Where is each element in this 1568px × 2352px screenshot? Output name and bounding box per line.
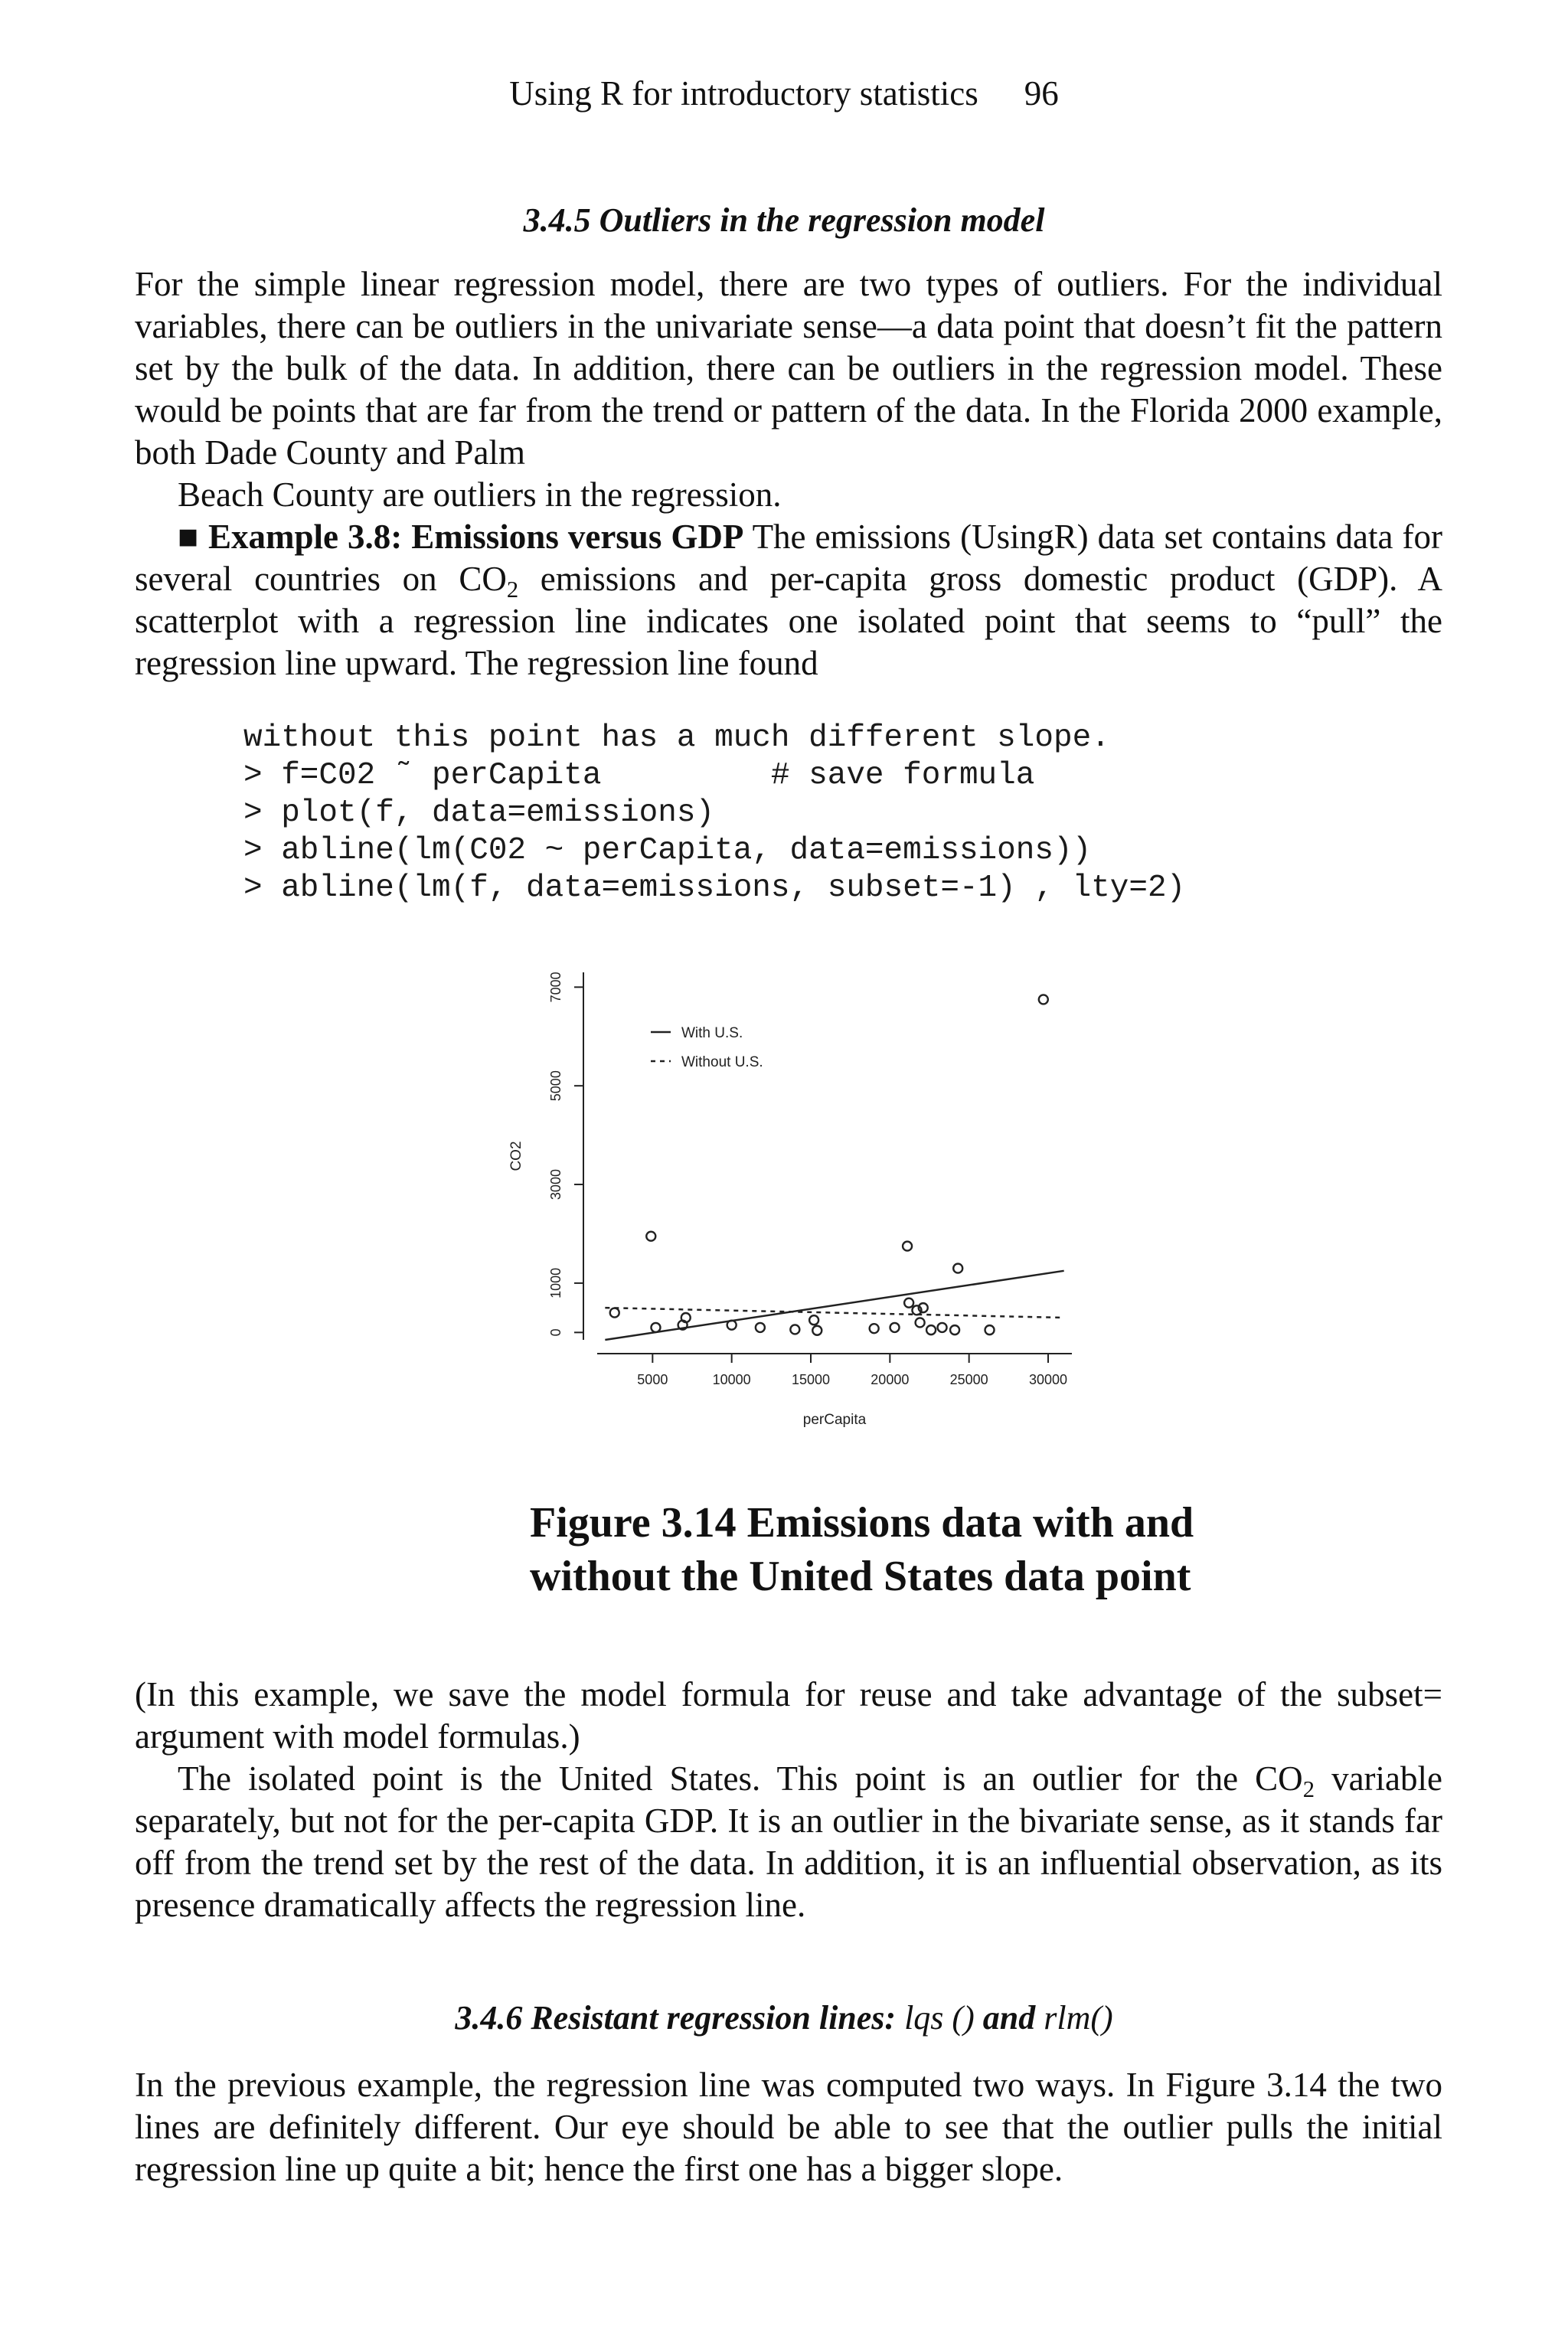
paragraph-example-3-8: [135, 516, 1442, 684]
y-tick-label: 7000: [548, 972, 564, 1003]
isolated-text-b: variable separately, but not for the per-capita GDP. It is an outlier in the bivariate sense, as it stands far off from the trend set by the rest of the data. In addition, it is an influential observation, as its presence dramatically affects the regression line.: [135, 1759, 1442, 1924]
legend-label: Without U.S.: [681, 1054, 763, 1070]
code-line: without this point has a much different slope.: [243, 720, 1110, 756]
data-point: [1039, 995, 1048, 1004]
running-header: [0, 74, 1568, 113]
heading-and: and: [974, 1999, 1044, 2037]
paragraph-outliers: For the simple linear regression model, there are two types of outliers. For the individual variables, there can be outliers in the univariate sense—a data point that doesn’t fit the pattern set by the bulk of the data. In addition, there can be outliers in the regression model. These would be points that are far from the trend or pattern of the data. In the Florida 2000 example, both Dade County and Palm: [135, 265, 1442, 472]
data-point: [790, 1325, 799, 1334]
caption-line-2: without the United States data point: [530, 1553, 1191, 1600]
scatterplot-svg: [490, 949, 1102, 1470]
x-tick-label: 30000: [1028, 1372, 1068, 1387]
data-point: [812, 1326, 822, 1335]
paragraph-beach-county: Beach County are outliers in the regression.: [178, 475, 782, 514]
page-number: 96: [1024, 74, 1059, 113]
y-tick-label: 0: [548, 1328, 564, 1337]
example-text-b: emissions and per-capita gross domestic product (GDP). A scatterplot with a regression line indicates one isolated point that seems to “pull” the regression line upward. The regression line found: [135, 560, 1442, 682]
data-point: [985, 1325, 995, 1334]
data-point: [870, 1324, 879, 1333]
x-tick-label: 5000: [637, 1372, 668, 1387]
code-line: > abline(lm(C02 ~ perCapita, data=emissions)): [243, 833, 1092, 868]
section-3-4-5-body: [135, 263, 1442, 684]
heading-fn-lqs: lqs (): [904, 1999, 975, 2037]
code-line: > abline(lm(f, data=emissions, subset=-1) , lty=2): [243, 871, 1186, 906]
data-point: [953, 1264, 962, 1273]
co2-subscript: 2: [1302, 1776, 1315, 1803]
code-line: > plot(f, data=emissions): [243, 795, 715, 831]
x-tick-label: 20000: [871, 1372, 910, 1387]
y-tick-label: 1000: [548, 1267, 564, 1298]
data-point: [938, 1323, 947, 1332]
data-point: [950, 1325, 959, 1334]
regression-line-with-us: [605, 1271, 1063, 1340]
x-axis-label: perCapita: [802, 1412, 867, 1428]
y-axis-label: CO2: [508, 1141, 524, 1171]
header-title: Using R for introductory statistics: [509, 74, 978, 113]
figure-caption: [530, 1496, 1219, 1603]
caption-line-1: Figure 3.14 Emissions data with and: [530, 1499, 1194, 1547]
code-line: > f=C02 ˜ perCapita # save formula: [243, 758, 1035, 793]
data-point: [756, 1323, 765, 1332]
data-point: [610, 1308, 619, 1318]
regression-line-without-us: [605, 1308, 1063, 1318]
data-point: [646, 1232, 655, 1241]
x-tick-label: 15000: [791, 1372, 831, 1387]
example-text-a: The emissions (UsingR) data set contains data for several countries on CO: [135, 518, 1443, 598]
data-point: [651, 1323, 660, 1332]
heading-fn-rlm: rlm(): [1044, 1999, 1113, 2037]
example-marker: ■: [178, 518, 199, 556]
code-block: [243, 720, 1185, 907]
legend-label: With U.S.: [681, 1025, 743, 1041]
section-3-4-6-body: [135, 2064, 1442, 2190]
example-label: Example 3.8: Emissions versus GDP: [207, 518, 744, 556]
paragraph-previous-example: In the previous example, the regression line was computed two ways. In Figure 3.14 the two lines are definitely different. Our eye should be able to see that the outlier pulls the initial regression line up quite a bit; hence the first one has a bigger slope.: [135, 2066, 1442, 2188]
paragraph-subset-note: (In this example, we save the model formula for reuse and take advantage of the subset= argument with model formulas.): [135, 1675, 1442, 1756]
data-point: [926, 1325, 936, 1334]
emissions-scatterplot: [490, 949, 1102, 1470]
paragraph-isolated-point: [135, 1758, 1442, 1926]
data-point: [890, 1323, 900, 1332]
data-point: [903, 1242, 912, 1251]
section-heading-3-4-6: [0, 1998, 1568, 2037]
co2-subscript: 2: [506, 577, 519, 603]
after-figure-body: [135, 1674, 1442, 1926]
heading-3-4-6-text: 3.4.6 Resistant regression lines:: [455, 1999, 905, 2037]
y-tick-label: 5000: [548, 1070, 564, 1102]
x-tick-label: 10000: [712, 1372, 751, 1387]
y-tick-label: 3000: [548, 1169, 564, 1200]
data-point: [727, 1321, 737, 1330]
section-heading-3-4-5: 3.4.5 Outliers in the regression model: [523, 201, 1045, 239]
x-tick-label: 25000: [949, 1372, 988, 1387]
data-point: [904, 1298, 913, 1308]
data-point: [916, 1318, 925, 1327]
isolated-text-a: The isolated point is the United States. This point is an outlier for the CO: [178, 1759, 1303, 1798]
data-point: [809, 1315, 818, 1325]
